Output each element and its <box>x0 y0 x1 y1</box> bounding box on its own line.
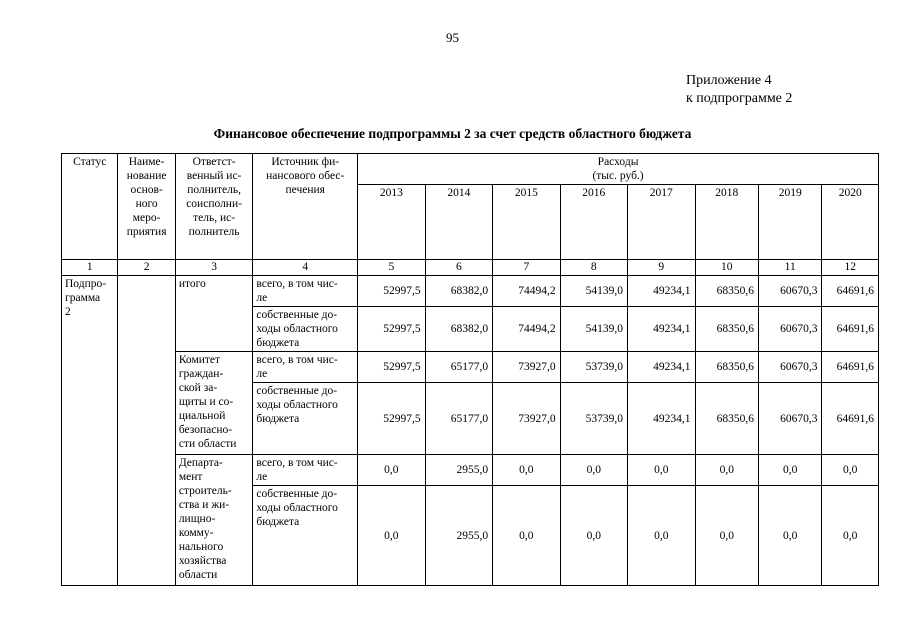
expense-value-cell: 0,0 <box>695 486 758 586</box>
column-number: 11 <box>758 260 821 276</box>
table-row <box>62 455 879 486</box>
funding-source-cell: всего, в том чис- ле <box>253 455 358 486</box>
funding-source-cell: собственные до- ходы областного бюджета <box>253 307 358 352</box>
column-number: 10 <box>695 260 758 276</box>
expense-value-cell: 0,0 <box>493 486 560 586</box>
column-number: 7 <box>493 260 560 276</box>
expense-value-cell: 0,0 <box>822 486 879 586</box>
responsible-cell: Департа- мент строитель- ства и жи- лищно- комму- нального хозяйства области <box>175 455 253 586</box>
header-year-2015: 2015 <box>493 185 560 260</box>
expense-value-cell: 49234,1 <box>628 383 695 455</box>
expense-value-cell: 60670,3 <box>758 352 821 383</box>
header-expenses <box>358 154 879 185</box>
header-year-2017: 2017 <box>628 185 695 260</box>
expense-value-cell: 73927,0 <box>493 352 560 383</box>
expense-value-cell: 2955,0 <box>425 486 492 586</box>
appendix-reference <box>686 72 792 108</box>
expense-value-cell: 60670,3 <box>758 276 821 307</box>
funding-source-cell: всего, в том чис- ле <box>253 352 358 383</box>
header-funding-source: Источник фи- нансового обес- печения <box>253 154 358 260</box>
expense-value-cell: 2955,0 <box>425 455 492 486</box>
header-expenses-title: Расходы <box>597 156 639 168</box>
expense-value-cell: 52997,5 <box>358 352 425 383</box>
column-number: 9 <box>628 260 695 276</box>
expense-value-cell: 68350,6 <box>695 352 758 383</box>
expense-value-cell: 0,0 <box>628 486 695 586</box>
funding-source-cell: всего, в том чис- ле <box>253 276 358 307</box>
expense-value-cell: 49234,1 <box>628 352 695 383</box>
column-number: 6 <box>425 260 492 276</box>
funding-source-cell: собственные до- ходы областного бюджета <box>253 486 358 586</box>
appendix-line-2: к подпрограмме 2 <box>686 91 793 106</box>
expense-value-cell: 74494,2 <box>493 307 560 352</box>
column-number: 2 <box>118 260 175 276</box>
expense-value-cell: 68382,0 <box>425 276 492 307</box>
expense-value-cell: 0,0 <box>358 486 425 586</box>
header-responsible: Ответст- венный ис- полнитель, соисполни- тель, ис- полнитель <box>175 154 253 260</box>
expense-value-cell: 0,0 <box>493 455 560 486</box>
expense-value-cell: 68350,6 <box>695 383 758 455</box>
expense-value-cell: 0,0 <box>628 455 695 486</box>
appendix-line-1: Приложение 4 <box>686 73 772 88</box>
header-status: Статус <box>62 154 118 260</box>
header-year-2019: 2019 <box>758 185 821 260</box>
header-expenses-unit: (тыс. руб.) <box>592 170 644 182</box>
expense-value-cell: 64691,6 <box>822 307 879 352</box>
expense-value-cell: 52997,5 <box>358 307 425 352</box>
expense-value-cell: 52997,5 <box>358 276 425 307</box>
expense-value-cell: 60670,3 <box>758 307 821 352</box>
expense-value-cell: 52997,5 <box>358 383 425 455</box>
expense-value-cell: 65177,0 <box>425 383 492 455</box>
expense-value-cell: 0,0 <box>695 455 758 486</box>
column-number: 8 <box>560 260 627 276</box>
expense-value-cell: 0,0 <box>358 455 425 486</box>
expense-value-cell: 64691,6 <box>822 383 879 455</box>
expense-value-cell: 0,0 <box>758 486 821 586</box>
column-number: 5 <box>358 260 425 276</box>
activity-name-cell <box>118 276 175 586</box>
header-activity-name: Наиме- нование основ- ного меро- приятия <box>118 154 175 260</box>
expense-value-cell: 53739,0 <box>560 352 627 383</box>
header-year-2020: 2020 <box>822 185 879 260</box>
responsible-cell: итого <box>175 276 253 352</box>
expense-value-cell: 54139,0 <box>560 276 627 307</box>
expense-value-cell: 73927,0 <box>493 383 560 455</box>
expense-value-cell: 49234,1 <box>628 307 695 352</box>
expense-value-cell: 60670,3 <box>758 383 821 455</box>
header-year-2016: 2016 <box>560 185 627 260</box>
expense-value-cell: 74494,2 <box>493 276 560 307</box>
column-number: 1 <box>62 260 118 276</box>
expense-value-cell: 68382,0 <box>425 307 492 352</box>
expense-value-cell: 68350,6 <box>695 276 758 307</box>
page-number: 95 <box>446 30 459 45</box>
budget-table <box>61 153 879 586</box>
header-year-2013: 2013 <box>358 185 425 260</box>
expense-value-cell: 65177,0 <box>425 352 492 383</box>
expense-value-cell: 0,0 <box>560 455 627 486</box>
expense-value-cell: 64691,6 <box>822 352 879 383</box>
expense-value-cell: 53739,0 <box>560 383 627 455</box>
expense-value-cell: 68350,6 <box>695 307 758 352</box>
header-year-2014: 2014 <box>425 185 492 260</box>
expense-value-cell: 0,0 <box>560 486 627 586</box>
table-row <box>62 352 879 383</box>
funding-source-cell: собственные до- ходы областного бюджета <box>253 383 358 455</box>
table-row <box>62 276 879 307</box>
expense-value-cell: 49234,1 <box>628 276 695 307</box>
header-year-2018: 2018 <box>695 185 758 260</box>
column-number: 4 <box>253 260 358 276</box>
expense-value-cell: 64691,6 <box>822 276 879 307</box>
document-title: Финансовое обеспечение подпрограммы 2 за счет средств областного бюджета <box>213 126 692 141</box>
expense-value-cell: 0,0 <box>822 455 879 486</box>
column-number: 12 <box>822 260 879 276</box>
column-number: 3 <box>175 260 253 276</box>
status-cell: Подпро- грамма 2 <box>62 276 118 586</box>
responsible-cell: Комитет граждан- ской за- щиты и со- циальной безопасно- сти области <box>175 352 253 455</box>
expense-value-cell: 0,0 <box>758 455 821 486</box>
expense-value-cell: 54139,0 <box>560 307 627 352</box>
